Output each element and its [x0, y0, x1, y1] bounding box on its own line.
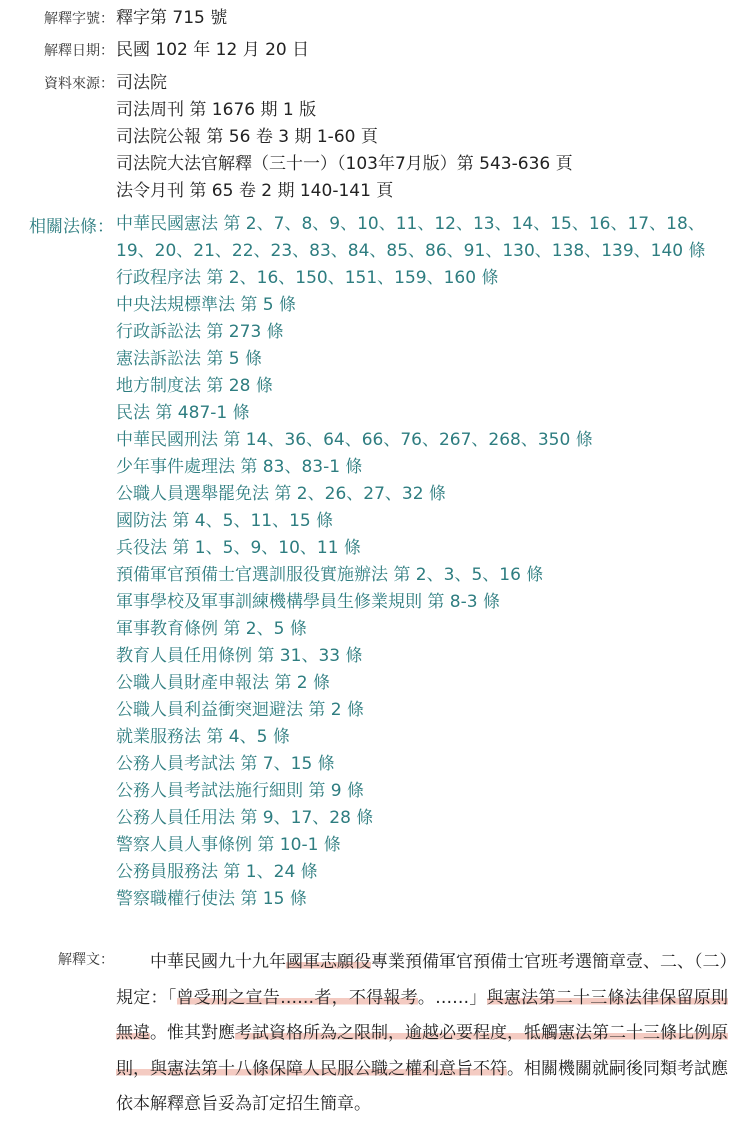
- date-label: 解釋日期：: [44, 43, 114, 59]
- related-law-link[interactable]: 中央法規標準法 第 5 條: [116, 295, 297, 315]
- date-value: 民國 102 年 12 月 20 日: [116, 40, 310, 60]
- text-segment: 。惟其對應: [150, 1023, 235, 1043]
- paragraph-indent: [116, 952, 150, 972]
- source-line: 司法院大法官解釋（三十一）（103年7月版）第 543-636 頁: [116, 154, 573, 174]
- text-segment: 。相關機關就嗣後同類考試應依本解釋意旨妥為訂定招生簡章。: [116, 1058, 728, 1114]
- source-line: 司法院公報 第 56 卷 3 期 1-60 頁: [116, 127, 378, 147]
- related-law-link[interactable]: 教育人員任用條例 第 31、33 條: [116, 646, 363, 666]
- related-law-link[interactable]: 少年事件處理法 第 83、83-1 條: [116, 457, 363, 477]
- highlighted-segment: 與憲法第二十三條法律保留原則無違: [116, 987, 729, 1043]
- related-law-link[interactable]: 公務人員考試法施行細則 第 9 條: [116, 781, 365, 801]
- related-law-link[interactable]: 軍事學校及軍事訓練機構學員生修業規則 第 8-3 條: [116, 592, 500, 612]
- source-line: 司法周刊 第 1676 期 1 版: [116, 100, 317, 120]
- text-segment: 中華民國九十九年: [150, 952, 286, 972]
- related-law-link[interactable]: 警察職權行使法 第 15 條: [116, 889, 307, 909]
- related-law-link[interactable]: 民法 第 487-1 條: [116, 403, 250, 423]
- highlighted-segment: 考試資格所為之限制，逾越必要程度，牴觸憲法第二十三條比例原則，與憲法第十八條保障人民服公職之權利意旨不符: [116, 1023, 728, 1079]
- interpretation-text: [116, 945, 728, 1123]
- related-law-link[interactable]: 軍事教育條例 第 2、5 條: [116, 619, 307, 639]
- related-law-link[interactable]: 行政程序法 第 2、16、150、151、159、160 條: [116, 268, 499, 288]
- related-law-link[interactable]: 就業服務法 第 4、5 條: [116, 727, 290, 747]
- number-label: 解釋字號：: [44, 11, 114, 27]
- related-law-link[interactable]: 公務員服務法 第 1、24 條: [116, 862, 318, 882]
- related-law-link[interactable]: 公職人員選舉罷免法 第 2、26、27、32 條: [116, 484, 446, 504]
- related-law-link[interactable]: 公職人員財產申報法 第 2 條: [116, 673, 331, 693]
- related-law-link[interactable]: 國防法 第 4、5、11、15 條: [116, 511, 334, 531]
- related-law-link[interactable]: 警察人員人事條例 第 10-1 條: [116, 835, 341, 855]
- related-law-link[interactable]: 地方制度法 第 28 條: [116, 376, 273, 396]
- related-law-link[interactable]: 公務人員任用法 第 9、17、28 條: [116, 808, 374, 828]
- number-value: 釋字第 715 號: [116, 8, 228, 28]
- related-law-link[interactable]: 中華民國刑法 第 14、36、64、66、76、267、268、350 條: [116, 430, 593, 450]
- text-segment: 。……」: [417, 987, 487, 1008]
- source-line: 法令月刊 第 65 卷 2 期 140-141 頁: [116, 181, 394, 201]
- text-segment: 專業預備軍官預備士官班考選簡章壹、二、（二）規定：「: [116, 952, 728, 1008]
- related-label: 相關法條：: [29, 217, 114, 237]
- related-law-link[interactable]: 中華民國憲法 第 2、7、8、9、10、11、12、13、14、15、16、17、18、19、20、21、22、23、83、84、85、86、91、130、138、139、140 條: [116, 214, 706, 261]
- source-label: 資料來源：: [44, 76, 114, 92]
- related-law-link[interactable]: 兵役法 第 1、5、9、10、11 條: [116, 538, 361, 558]
- related-law-link[interactable]: 公職人員利益衝突迴避法 第 2 條: [116, 700, 365, 720]
- highlighted-segment: 曾受刑之宣告……者，不得報考: [176, 987, 418, 1008]
- source-list: [116, 70, 573, 205]
- related-law-link[interactable]: 憲法訴訟法 第 5 條: [116, 349, 263, 369]
- related-law-link[interactable]: 公務人員考試法 第 7、15 條: [116, 754, 335, 774]
- highlighted-segment: 國軍志願役: [286, 952, 371, 972]
- source-line: 司法院: [116, 73, 167, 93]
- related-law-link[interactable]: 行政訴訟法 第 273 條: [116, 322, 284, 342]
- related-law-link[interactable]: 預備軍官預備士官選訓服役實施辦法 第 2、3、5、16 條: [116, 565, 544, 585]
- related-laws-list: [116, 211, 736, 913]
- interpretation-label: 解釋文：: [58, 952, 114, 968]
